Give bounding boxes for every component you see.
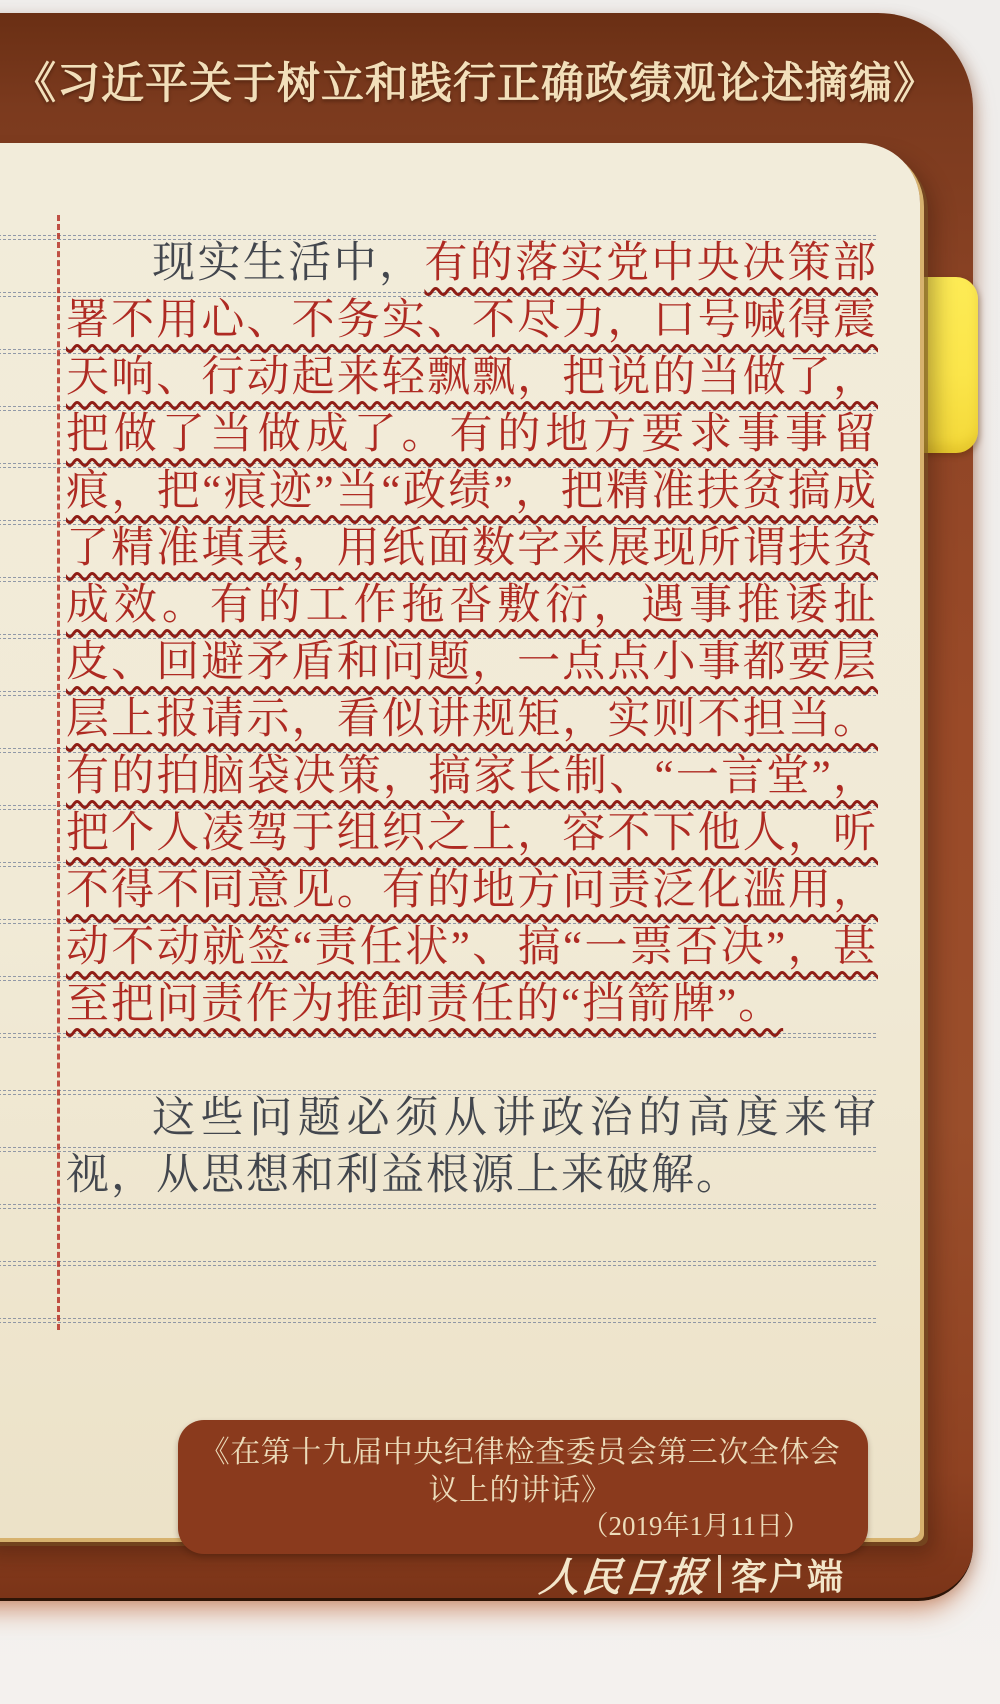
emphasized-text-segment: 有的落实党中央决策部署不用心、不务实、不尽力，口号喊得震天响、行动起来轻飘飘，把说的当做了，把做了当做成了。有的地方要求事事留痕，把“痕迹”当“政绩”，把精准扶贫搞成了精准填表，用纸面数字来展现所谓扶贫成效。有的工作拖沓敷衍，遇事推诿扯皮、回避矛盾和问题，一点点小事都要层层上报请示，看似讲规矩，实则不担当。有的拍脑袋决策，搞家长制、“一言堂”，把个人凌驾于组织之上，容不下他人，听不得不同意见。有的地方问责泛化滥用，动不动就签“责任状”、搞“一票否决”，甚至把问责作为推卸责任的“挡箭牌”。 [66, 240, 879, 1028]
text-segment: 这些问题必须从讲政治的高度来审视，从思想和利益根源上来破解。 [66, 1095, 878, 1199]
brand-divider-icon [718, 1555, 721, 1593]
peoples-daily-logo: 人民日报 [537, 1554, 711, 1600]
notebook-page [0, 143, 920, 1541]
ruled-line [0, 1261, 876, 1267]
red-margin-line [57, 215, 60, 1330]
paragraph-problems [66, 235, 878, 1033]
poster-title: 《习近平关于树立和践行正确政绩观论述摘编》 [13, 61, 937, 108]
brand-suffix: 客户端 [730, 1555, 845, 1597]
body-text [66, 235, 878, 1204]
ruled-line [0, 1204, 876, 1210]
ruled-line [0, 1318, 876, 1324]
citation-card [178, 1420, 868, 1554]
citation-date: （2019年1月11日） [581, 1511, 810, 1541]
bookmark-tab [920, 277, 978, 453]
citation-source: 《在第十九届中央纪律检查委员会第三次全体会议上的讲话》 [199, 1436, 841, 1507]
text-segment: 现实生活中， [152, 240, 425, 287]
paragraph-conclusion [66, 1090, 878, 1204]
brand-lockup [537, 1550, 845, 1600]
